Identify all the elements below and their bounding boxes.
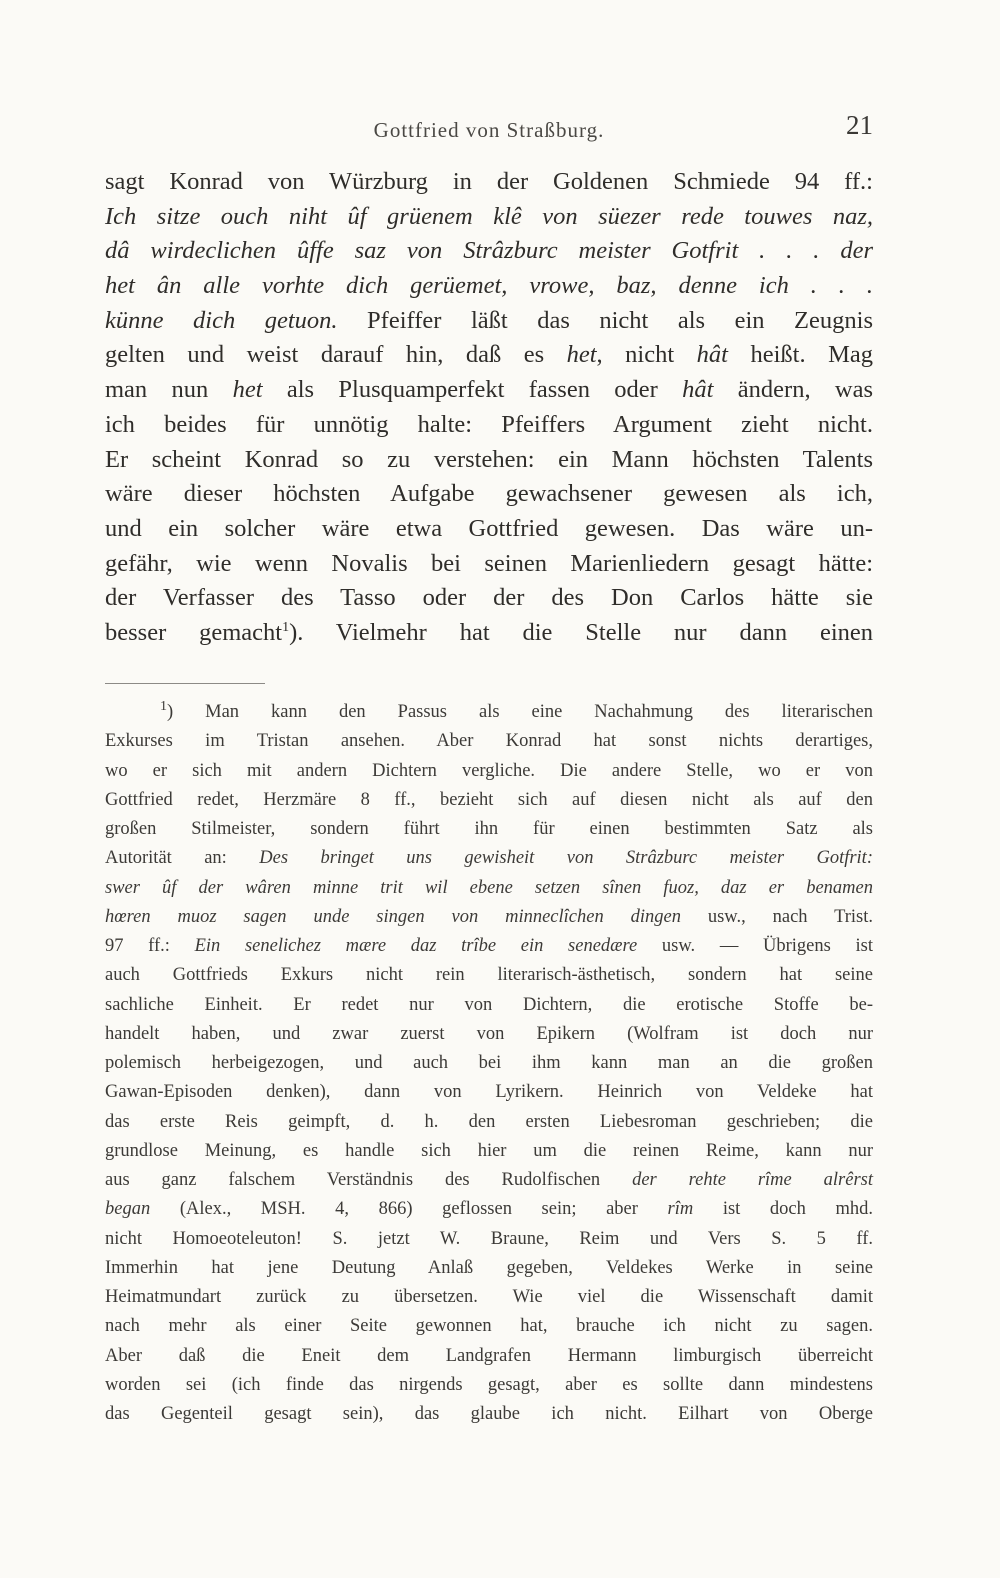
footnote-line: Heimatmundart zurück zu übersetzen. Wie viel die Wissenschaft damit bbox=[105, 1287, 873, 1307]
footnote-line: nicht Homoeoteleuton! S. jetzt W. Braune, Reim und Vers S. 5 ff. bbox=[105, 1228, 873, 1249]
footnote-line: wo er sich mit andern Dichtern vergliche. Die andere Stelle, wo er von bbox=[105, 760, 873, 781]
footnote-line: aus ganz falschem Verständnis des Rudolfischen der rehte rîme alrêrst bbox=[105, 1170, 873, 1190]
text-line: Ich sitze ouch niht ûf grüenem klê von süezer rede touwes naz, bbox=[105, 202, 873, 230]
footnote-line: Autorität an: Des bringet uns gewisheit von Strâzburc meister Gotfrit: bbox=[105, 848, 873, 869]
text-line: ich beides für unnötig halte: Pfeiffers Argument zieht nicht. bbox=[105, 410, 873, 438]
text-line: besser gemacht$^1$). Vielmehr hat die Stelle nur dann einen bbox=[105, 618, 873, 646]
footnote-line: polemisch herbeigezogen, und auch bei ihm kann man an die großen bbox=[105, 1053, 873, 1073]
footnote-line: nach mehr als einer Seite gewonnen hat, brauche ich nicht zu sagen. bbox=[105, 1316, 873, 1337]
footnote-line: Gottfried redet, Herzmäre 8 ff., bezieht sich auf diesen nicht als auf den bbox=[105, 789, 873, 810]
footnote-separator bbox=[105, 683, 265, 684]
footnote-reference: 1 bbox=[282, 619, 290, 635]
text-line: wäre dieser höchsten Aufgabe gewachsener gewesen als ich, bbox=[105, 480, 873, 508]
text-line: und ein solcher wäre etwa Gottfried gewesen. Das wäre un- bbox=[105, 514, 873, 542]
footnote-marker: 1 bbox=[160, 698, 167, 714]
footnote-line: 97 ff.: Ein senelichez mære daz trîbe ein senedære usw. — Übrigens ist bbox=[105, 936, 873, 956]
text-line: het ân alle vorhte dich gerüemet, vrowe, baz, denne ich . . . bbox=[105, 272, 873, 300]
text-line: man nun het als Plusquamperfekt fassen oder hât ändern, was bbox=[105, 376, 874, 404]
footnote-line: worden sei (ich finde das nirgends gesagt, aber es sollte dann mindestens bbox=[105, 1374, 873, 1395]
footnote-line: sachliche Einheit. Er redet nur von Dichtern, die erotische Stoffe be- bbox=[105, 994, 873, 1015]
text-line: dâ wirdeclichen ûffe saz von Strâzburc meister Gotfrit . . . der bbox=[105, 237, 873, 265]
footnote-line: swer ûf der wâren minne trit wil ebene setzen sînen fuoz, daz er benamen bbox=[105, 877, 873, 898]
footnote-line: handelt haben, und zwar zuerst von Epikern (Wolfram ist doch nur bbox=[105, 1023, 873, 1044]
running-title: Gottfried von Straßburg. bbox=[373, 118, 605, 142]
footnote-line: grundlose Meinung, es handle sich hier um die reinen Reime, kann nur bbox=[105, 1140, 873, 1161]
footnote-line: das erste Reis geimpft, d. h. den ersten Liebesroman geschrieben; die bbox=[105, 1111, 873, 1132]
text-line: gelten und weist darauf hin, daß es het, nicht hât heißt. Mag bbox=[105, 341, 874, 369]
footnote-line: Gawan-Episoden denken), dann von Lyrikern. Heinrich von Veldeke hat bbox=[105, 1082, 873, 1103]
footnote-line: auch Gottfrieds Exkurs nicht rein literarisch-ästhetisch, sondern hat seine bbox=[105, 965, 873, 986]
text-line: Er scheint Konrad so zu verstehen: ein Mann höchsten Talents bbox=[105, 445, 873, 473]
page-header bbox=[105, 110, 873, 150]
footnote-line: Exkurses im Tristan ansehen. Aber Konrad hat sonst nichts derartiges, bbox=[105, 731, 873, 752]
footnote-line: $^1$) Man kann den Passus als eine Nachahmung des literarischen bbox=[160, 698, 873, 722]
footnote bbox=[105, 698, 873, 1429]
text-line: sagt Konrad von Würzburg in der Goldenen Schmiede 94 ff.: bbox=[105, 168, 873, 195]
footnote-line: Immerhin hat jene Deutung Anlaß gegeben, Veldekes Werke in seine bbox=[105, 1257, 873, 1278]
text-line: gefähr, wie wenn Novalis bei seinen Marienliedern gesagt hätte: bbox=[105, 549, 873, 577]
footnote-line: das Gegenteil gesagt sein), das glaube ich nicht. Eilhart von Oberge bbox=[105, 1404, 873, 1424]
footnote-line: Aber daß die Eneit dem Landgrafen Hermann limburgisch überreicht bbox=[105, 1345, 873, 1366]
text-line: künne dich getuon. Pfeiffer läßt das nicht als ein Zeugnis bbox=[105, 306, 873, 334]
footnote-line: began (Alex., MSH. 4, 866) geflossen sein; aber rîm ist doch mhd. bbox=[105, 1199, 873, 1220]
footnote-line: großen Stilmeister, sondern führt ihn für einen bestimmten Satz als bbox=[105, 819, 873, 839]
text-line: der Verfasser des Tasso oder der des Don Carlos hätte sie bbox=[105, 584, 873, 612]
footnote-line: hœren muoz sagen unde singen von minneclîchen dingen usw., nach Trist. bbox=[105, 906, 873, 927]
main-text bbox=[105, 165, 873, 651]
page-number: 21 bbox=[846, 110, 873, 140]
